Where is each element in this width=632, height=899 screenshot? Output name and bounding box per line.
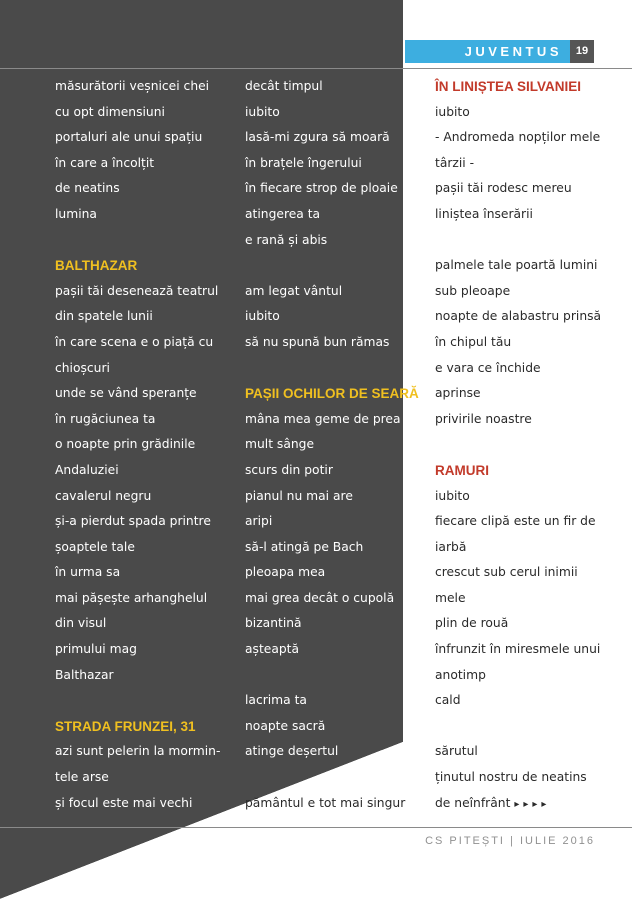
poem-line: în brațele îngerului: [245, 155, 362, 170]
poem-line: și focul este mai vechi: [55, 795, 193, 810]
poem-line: e vara ce închide: [435, 360, 541, 375]
column-3: [435, 74, 601, 816]
poem-line: în urma sa: [55, 565, 121, 580]
poem-line: pleoapa mea: [245, 565, 326, 580]
poem-line: șoaptele tale: [55, 539, 135, 554]
poem-line: unde se vând speranțe: [55, 386, 197, 401]
poem-line: anotimp: [435, 667, 486, 682]
poem-line: pământul e tot mai singur: [245, 795, 406, 810]
poem-line: portaluri ale unui spațiu: [55, 130, 203, 145]
poem-line: sărutul: [435, 744, 478, 759]
column-2: [245, 74, 419, 816]
poem-line: atinge deșertul: [245, 744, 339, 759]
poem-line: de neatins: [55, 181, 120, 196]
poem-line: privirile noastre: [435, 411, 532, 426]
poem-line: din visul: [55, 616, 107, 631]
poem-line: atingerea ta: [245, 206, 321, 221]
poem-line: am legat vântul: [245, 283, 343, 298]
poem-line: Balthazar: [55, 667, 114, 682]
poem-line: tele arse: [55, 770, 109, 785]
poem-line: liniștea înserării: [435, 206, 533, 221]
poem-last-line: [435, 791, 601, 817]
poem-title-strada-frunzei: STRADA FRUNZEI, 31: [55, 718, 196, 734]
poem-line: ținutul nostru de neatins: [435, 770, 587, 785]
poem-line: noapte de alabastru prinsă: [435, 309, 602, 324]
poem-line: pașii tăi desenează teatrul: [55, 283, 219, 298]
poem-line: pașii tăi rodesc mereu: [435, 181, 572, 196]
poem-title-balthazar: BALTHAZAR: [55, 258, 138, 274]
poem-line: azi sunt pelerin la mormin-: [55, 744, 221, 759]
poem-line: lumina: [55, 206, 97, 221]
poem-line: crescut sub cerul inimii: [435, 565, 578, 580]
stanza-gap: [435, 432, 601, 458]
poem-title-pasii-ochilor: PAȘII OCHILOR DE SEARĂ: [245, 386, 419, 402]
poem-line: bizantină: [245, 616, 302, 631]
poem-line: plin de rouă: [435, 616, 509, 631]
stanza-gap: [245, 765, 419, 791]
poem-line: iubito: [245, 104, 280, 119]
poem-line: mâna mea geme de prea: [245, 411, 401, 426]
poem-title-ramuri: RAMURI: [435, 462, 489, 478]
poem-line: - Andromeda nopților mele: [435, 130, 601, 145]
stanza-gap: [55, 228, 220, 254]
poem-line: palmele tale poartă lumini: [435, 258, 598, 273]
poem-line: să nu spună bun rămas: [245, 334, 390, 349]
poem-line-text: de neînfrânt: [435, 795, 511, 810]
poem-line: mele: [435, 590, 466, 605]
poem-line: Andaluziei: [55, 462, 119, 477]
poem-line: iubito: [435, 104, 470, 119]
poem-line: din spatele lunii: [55, 309, 153, 324]
poem-line: târzii -: [435, 155, 475, 170]
poem-line: mai pășește arhanghelul: [55, 590, 208, 605]
poem-line: iarbă: [435, 539, 467, 554]
stanza-gap: [245, 356, 419, 382]
footer-publication-info: CS PITEȘTI | IULIE 2016: [425, 835, 595, 847]
bottom-rule: [0, 827, 632, 828]
poem-line: decât timpul: [245, 79, 323, 93]
stanza-gap: [245, 663, 419, 689]
poem-line: în care a încolțit: [55, 155, 155, 170]
poem-title-in-linistea-silvaniei: ÎN LINIȘTEA SILVANIEI: [435, 79, 582, 94]
poem-line: așteaptă: [245, 642, 300, 657]
poem-line: mai grea decât o cupolă: [245, 590, 395, 605]
poem-line: și-a pierdut spada printre: [55, 514, 211, 529]
poem-line: lacrima ta: [245, 693, 307, 708]
continue-arrows-icon: ▸▸▸▸: [514, 798, 551, 810]
stanza-gap: [55, 688, 220, 714]
poem-line: cavalerul negru: [55, 488, 152, 503]
poem-line: o noapte prin grădinile: [55, 437, 196, 452]
poem-line: să-l atingă pe Bach: [245, 539, 364, 554]
poem-line: scurs din potir: [245, 462, 333, 477]
poem-line: primului mag: [55, 642, 137, 657]
poem-line: pianul nu mai are: [245, 488, 353, 503]
poem-line: în care scena e o piață cu: [55, 334, 214, 349]
poem-line: noapte sacră: [245, 718, 326, 733]
column-1: [55, 74, 220, 816]
poem-line: aprinse: [435, 386, 481, 401]
page-number: 19: [570, 40, 594, 63]
poem-line: cu opt dimensiuni: [55, 104, 165, 119]
poem-line: chioșcuri: [55, 360, 110, 375]
poem-line: iubito: [435, 488, 470, 503]
poem-line: măsurătorii veșnicei chei: [55, 79, 210, 93]
poem-line: înfrunzit în miresmele unui: [435, 642, 601, 657]
poem-line: în chipul tău: [435, 334, 512, 349]
poem-line: e rană și abis: [245, 232, 328, 247]
poem-line: iubito: [245, 309, 280, 324]
stanza-gap: [245, 253, 419, 279]
stanza-gap: [435, 714, 601, 740]
poem-line: în rugăciunea ta: [55, 411, 156, 426]
top-rule: [0, 68, 632, 69]
poem-line: aripi: [245, 514, 273, 529]
poem-line: cald: [435, 693, 461, 708]
poem-line: în fiecare strop de ploaie: [245, 181, 398, 196]
poem-line: mult sânge: [245, 437, 315, 452]
stanza-gap: [435, 228, 601, 254]
poem-line: sub pleoape: [435, 283, 511, 298]
journal-title: JUVENTUS: [405, 40, 570, 63]
poem-line: fiecare clipă este un fir de: [435, 514, 596, 529]
poem-line: lasă-mi zgura să moară: [245, 130, 390, 145]
